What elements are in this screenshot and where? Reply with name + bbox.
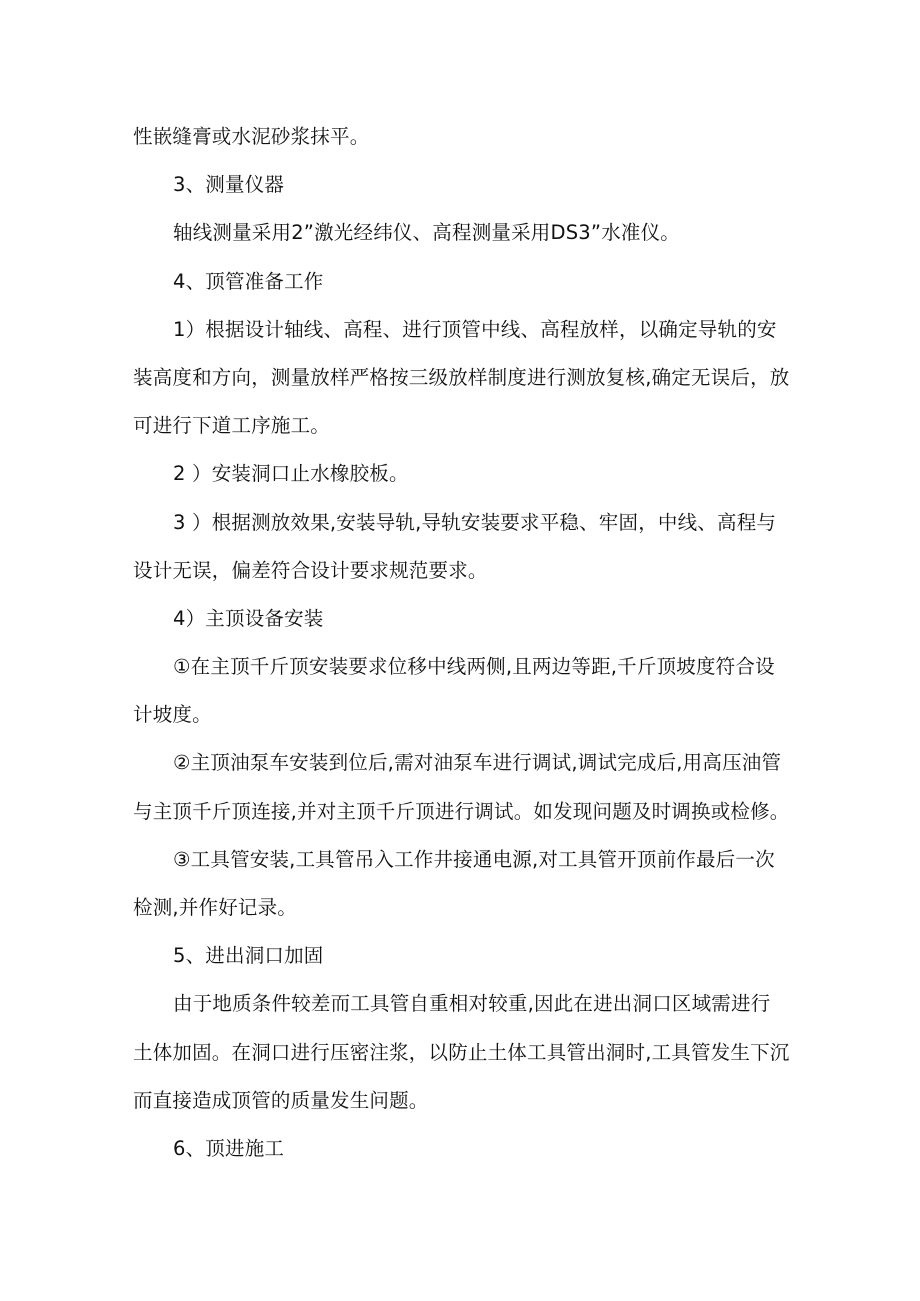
subsection-heading-main-jacking: 4）主顶设备安装 xyxy=(173,606,324,630)
text-line: 由于地质条件较差而工具管自重相对较重,因此在进出洞口区域需进行 xyxy=(173,992,771,1016)
section-heading-jacking-construction: 6、顶进施工 xyxy=(173,1136,285,1160)
text-line: 3 ）根据测放效果,安装导轨,导轨安装要求平稳、牢固，中线、高程与 xyxy=(173,510,777,534)
text-line: 检测,并作好记录。 xyxy=(133,896,297,919)
text-line: 性嵌缝膏或水泥砂浆抹平。 xyxy=(133,125,370,148)
text-line: 土体加固。在洞口进行压密注浆，以防止土体工具管出洞时,工具管发生下沉 xyxy=(133,1040,790,1064)
document-body xyxy=(133,113,793,1173)
section-heading-measuring-instruments: 3、测量仪器 xyxy=(173,173,285,197)
text-line: 装高度和方向，测量放样严格按三级放样制度进行测放复核,确定无误后，放 xyxy=(133,365,790,389)
text-line: 设计无误，偏差符合设计要求规范要求。 xyxy=(133,558,488,582)
text-line: ①在主顶千斤顶安装要求位移中线两侧,且两边等距,千斤顶坡度符合设 xyxy=(173,655,775,679)
text-line: 2 ）安装洞口止水橡胶板。 xyxy=(173,462,409,486)
text-line: 计坡度。 xyxy=(133,703,212,727)
text-line: 轴线测量采用2”激光经纬仪、高程测量采用DS3”水准仪。 xyxy=(173,221,681,245)
section-heading-portal-reinforcement: 5、进出洞口加固 xyxy=(173,944,324,968)
section-heading-preparation: 4、顶管准备工作 xyxy=(173,269,324,293)
text-line: ②主顶油泵车安装到位后,需对油泵车进行调试,调试完成后,用高压油管 xyxy=(173,751,782,775)
text-line: 1）根据设计轴线、高程、进行顶管中线、高程放样，以确定导轨的安 xyxy=(173,317,777,341)
text-line: ③工具管安装,工具管吊入工作井接通电源,对工具管开顶前作最后一次 xyxy=(173,847,775,871)
text-line: 与主顶千斤顶连接,并对主顶千斤顶进行调试。如发现问题及时调换或检修。 xyxy=(133,799,790,823)
text-line: 可进行下道工序施工。 xyxy=(133,414,331,438)
text-line: 而直接造成顶管的质量发生问题。 xyxy=(133,1088,429,1112)
